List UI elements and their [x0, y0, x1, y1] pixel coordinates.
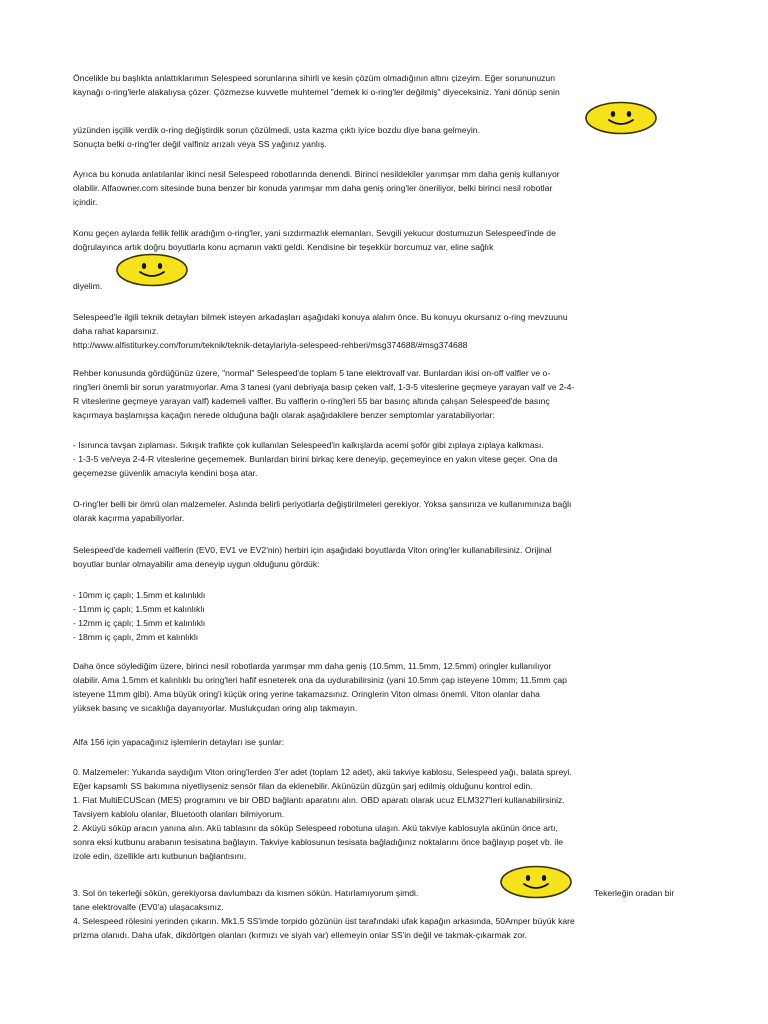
text-line: R viteslerine geçmeye yarayan valf) kademeli valfler. Bu valflerin o-ring'leri 55 bar basınç altında çalışan Selespeed'de basınç	[73, 396, 550, 406]
text-line: Eğer kapsamlı SS bakımına niyetliyseniz sensör filan da eklenebilir. Akünüzün düzgün şarj edilmiş olduğunu kontrol edin.	[73, 781, 533, 791]
text-line: izole edin, özellikle artı kutbunun bağlantısını.	[73, 851, 247, 861]
text-line: Konu geçen aylarda fellik fellik aradığım o-ring'ler, yani sızdırmazlık elemanları. Sevgili yekucur dostumuzun Selespeed'inde de	[73, 228, 556, 238]
text-line: isteyene 11mm gibi). Ama büyük oring'i küçük oring yerine takamazsınız. Oringlerin Viton olması önemli. Viton olanlar daha	[73, 689, 540, 699]
text-line: olabilir. Ama 1.5mm et kalınlıklı bu oring'leri hafif esneterek ona da uydurabilirsiniz (yani 10.5mm çap isteyene 10mm; 11.5mm çap	[73, 675, 567, 685]
paragraph-intro	[73, 71, 695, 99]
text-line: Ayrıca bu konuda anlatılanlar ikinci nesil Selespeed robotlarında denendi. Birinci nesildekiler yarımşar mm daha geniş kullanıyor	[73, 169, 560, 179]
paragraph-symptoms	[73, 438, 695, 480]
smiley-face-icon	[115, 253, 189, 287]
text-line: Selespeed'le ilgili teknik detayları bilmek isteyen arkadaşları aşağıdaki konuya alalım önce. Bu konuyu okursanız o-ring mevzuunu	[73, 312, 568, 322]
text-line: Sonuçta belki o-ring'ler değil valfiniz arızalı veya SS yağınız yanlış.	[73, 139, 327, 149]
text-line: sonra eksi kutbunu arabanın tesisatına bağlayın. Takviye kablosunun tesisata bağladığınız noktalarını önce bağlayıp poşet vb. ile	[73, 837, 564, 847]
text-line: yüzünden işçilik verdik o-ring değiştirdik sorun çözülmedi, usta kazma çıktı iyice bozdu diye bana gelmeyin.	[73, 125, 480, 135]
size-list	[73, 588, 695, 644]
list-item: - 12mm iç çaplı; 1.5mm et kalınlıklı	[73, 618, 206, 628]
text-line: diyelim.	[73, 281, 103, 291]
text-line: O-ring'ler belli bir ömrü olan malzemeler. Aslında belirli periyotlarla değiştirilmeleri gerekiyor. Yoksa şansınıza ve kullanımınıza bağlı	[73, 499, 572, 509]
text-line: olabilir. Alfaowner.com sitesinde buna benzer bir konuda yarımşar mm daha geniş oring'ler öneriliyor, belki birinci nesil robotlar	[73, 183, 553, 193]
text-line: ring'leri önemli bir sorun yaratmıyorlar. Ama 3 tanesi (yani debriyaja basıp çeken valf, 1-3-5 viteslerine geçmeye yarayan valf ve 2-4-	[73, 382, 575, 392]
text-line: Tavsiyem kablolu olanlar, Bluetooth olanları bilmiyorum.	[73, 809, 285, 819]
paragraph-generation-note	[73, 167, 695, 209]
text-line: 0. Malzemeler: Yukarıda saydığım Viton oring'lerden 3'er adet (toplam 12 adet), akü takviye kablosu, Selespeed yağı, balata spreyi.	[73, 767, 572, 777]
paragraph-valves	[73, 366, 695, 422]
list-item: - 10mm iç çaplı; 1.5mm et kalınlıklı	[73, 590, 206, 600]
text-line: Öncelikle bu başlıkta anlattıklarımın Selespeed sorunlarına sihirli ve kesin çözüm olmadığının altını çizeyim. Eğer sorununuzun	[73, 73, 555, 83]
paragraph-step4	[73, 914, 695, 942]
text-line: Selespeed'de kademeli valflerin (EV0, EV1 ve EV2'nin) herbiri için aşağıdaki boyutlarda Viton oring'ler kullanabilirsiniz. Orijinal	[73, 545, 552, 555]
text-line: 3. Sol ön tekerleği sökün, gerekiyorsa davlumbazı da kısmen sökün. Hatırlamıyorum şimdi.	[73, 888, 419, 898]
list-item: - 18mm iç çaplı, 2mm et kalınlıklı	[73, 632, 199, 642]
text-line: 1. Fiat MultiECUScan (MES) programını ve bir OBD bağlantı aparatını alın. OBD aparatı olarak ucuz ELM327'leri kullanabilirsiniz.	[73, 795, 565, 805]
text-line: Alfa 156 için yapacağınız işlemlerin detayları ise şunlar:	[73, 737, 285, 747]
smiley-face-icon	[499, 865, 573, 899]
paragraph-viton-sizes-intro	[73, 543, 695, 571]
text-line: kaçırmaya başlamışsa kaçağın nerede olduğuna bağlı olarak aşağıdakilere benzer semptomlar yaratabiliyorlar:	[73, 410, 495, 420]
text-line: tane elektrovalfe (EV0'a) ulaşacaksınız.	[73, 902, 224, 912]
text-line: Rehber konusunda gördüğünüz üzere, "normal" Selespeed'de toplam 5 tane elektrovalf var. Bunlardan ikisi on-off valfler ve o-	[73, 368, 551, 378]
text-line: yüksek basınç ve sıcaklığa dayanıyorlar. Muslukçudan oring alıp takmayın.	[73, 703, 358, 713]
smiley-face-icon	[584, 101, 658, 135]
text-line: geçemezse güvenlik amacıyla kendini boşa atar.	[73, 468, 258, 478]
text-line: 2. Aküyü söküp aracın yanına alın. Akü tablasını da söküp Selespeed robotuna ulaşın. Akü takviye kablosuyla akünün önce artı,	[73, 823, 558, 833]
url-text[interactable]: http://www.alfistiturkey.com/forum/teknik/teknik-detaylariyla-selespeed-rehberi/msg374688/#msg374688	[73, 340, 468, 350]
list-item: - 11mm iç çaplı; 1.5mm et kalınlıklı	[73, 604, 205, 614]
text-line: 4. Selespeed rölesini yerinden çıkarın. Mk1.5 SS'imde torpido gözünün üst tarafındaki ufak kapağın arkasında, 50Amper büyük kare	[73, 916, 575, 926]
paragraph-oring-topic	[73, 226, 695, 254]
text-line: daha rahat kaparsınız.	[73, 326, 159, 336]
paragraph-alfa156-heading	[73, 735, 695, 749]
text-line: kaynağı o-ring'lerle alakalıysa çözer. Çözmezse kuvvetle muhtemel "demek ki o-ring'ler değilmiş" diyeceksiniz. Yani dönüp senin	[73, 87, 560, 97]
paragraph-steps	[73, 765, 695, 863]
paragraph-guide-link	[73, 310, 695, 352]
text-line: - Isınınca tavşan zıplaması. Sıkışık trafikte çok kullanılan Selespeed'in kalkışlarda acemi şoför gibi zıplaya zıplaya kalkması.	[73, 440, 544, 450]
paragraph-first-gen-sizes	[73, 659, 695, 715]
text-line: doğrulayınca artık doğru boyutlarla konu açmanın vakti geldi. Kendisine bir teşekkür borcumuz var, eline sağlık	[73, 242, 494, 252]
step3-tail-text	[594, 886, 695, 900]
text-line: içindir.	[73, 197, 98, 207]
text-line: boyutlar bunlar olmayabilir ama deneyip uygun olduğunu gördük:	[73, 559, 320, 569]
text-line: prizma olanıdı. Daha ufak, dikdörtgen olanları (kırmızı ve siyah var) ellemeyin onlar SS'in değil ve takmak-çıkarmak zor.	[73, 930, 527, 940]
paragraph-oring-lifetime	[73, 497, 695, 525]
text-line: - 1-3-5 ve/veya 2-4-R viteslerine geçememek. Bunlardan birini birkaç kere deneyip, geçemeyince en yakın vitese geçer. Ona da	[73, 454, 558, 464]
text-line: Tekerleğin oradan bir	[594, 888, 675, 898]
text-line: Daha önce söylediğim üzere, birinci nesil robotlarda yarımşar mm daha geniş (10.5mm, 11.5mm, 12.5mm) oringler kullanılıyor	[73, 661, 552, 671]
text-line: olarak kaçırma yapabiliyorlar.	[73, 513, 185, 523]
